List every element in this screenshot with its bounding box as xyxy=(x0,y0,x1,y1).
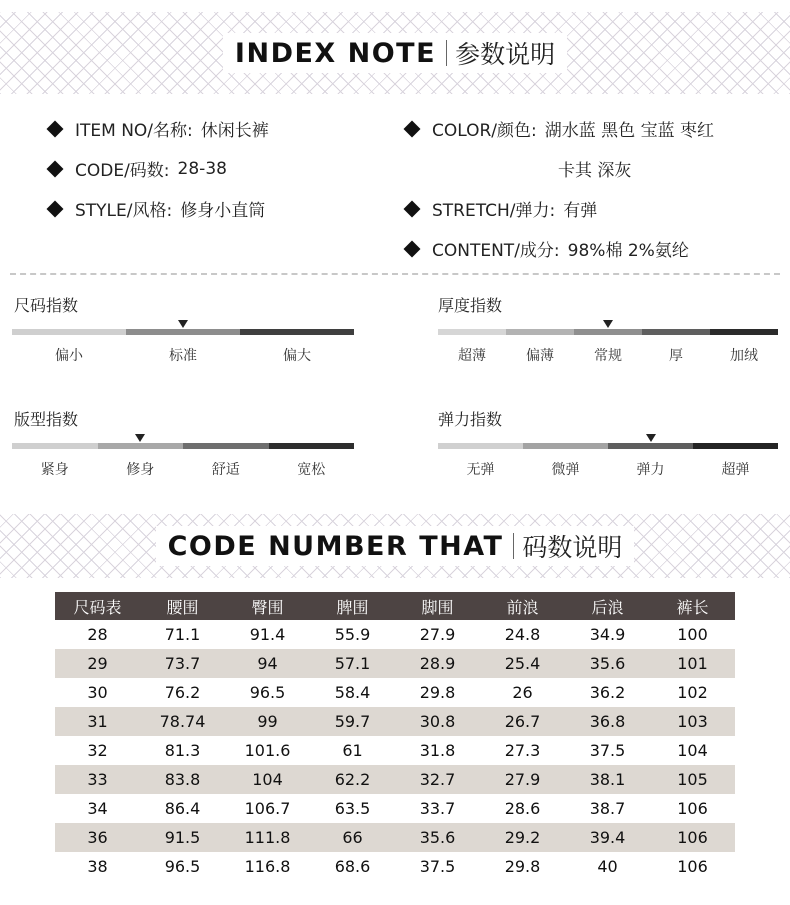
column-header: 尺码表 xyxy=(55,592,140,620)
table-cell: 71.1 xyxy=(164,625,201,644)
table-cell: 99 xyxy=(225,707,310,736)
table-cell: 37.5 xyxy=(589,741,626,760)
table-cell: 81.3 xyxy=(164,741,201,760)
table-cell: 62.2 xyxy=(310,765,395,794)
dashed-divider xyxy=(10,273,780,275)
index-bar-segment xyxy=(183,443,269,449)
index-label: 超弹 xyxy=(721,462,750,478)
table-cell: 73.7 xyxy=(140,649,225,678)
info-color-continued: 卡其 深灰 xyxy=(558,161,632,181)
table-row xyxy=(55,765,735,794)
table-cell: 103 xyxy=(650,707,735,736)
title-divider xyxy=(446,40,447,66)
table-cell: 78.74 xyxy=(140,707,225,736)
index-bar-segment xyxy=(240,329,354,335)
table-cell: 30.8 xyxy=(395,707,480,736)
table-cell: 28 xyxy=(87,625,108,644)
table-cell: 68.6 xyxy=(334,857,371,876)
table-cell: 66 xyxy=(310,823,395,852)
index-bar-segment xyxy=(693,443,778,449)
info-value: 98%棉 2%氨纶 xyxy=(567,241,689,261)
index-title: 厚度指数 xyxy=(438,296,503,315)
index-label: 厚 xyxy=(669,348,683,364)
index-label: 弹力 xyxy=(636,462,665,478)
table-cell: 105 xyxy=(650,765,735,794)
table-cell: 33.7 xyxy=(419,799,456,818)
table-row xyxy=(55,707,735,736)
info-item-style xyxy=(46,196,265,221)
index-label: 超薄 xyxy=(458,348,486,364)
table-cell: 94 xyxy=(225,649,310,678)
index-bar xyxy=(438,329,778,335)
index-bar xyxy=(12,443,354,449)
table-cell: 36 xyxy=(55,823,140,852)
table-row xyxy=(55,852,735,881)
diamond-bullet-icon xyxy=(404,200,421,217)
code-number-header xyxy=(0,505,790,587)
table-cell: 96.5 xyxy=(164,857,201,876)
index-bar xyxy=(438,443,778,449)
index-title: 弹力指数 xyxy=(438,410,503,429)
table-cell: 59.7 xyxy=(310,707,395,736)
diamond-bullet-icon xyxy=(47,120,64,137)
index-label: 偏大 xyxy=(283,348,311,364)
info-value: 休闲长裤 xyxy=(200,121,269,141)
index-label: 舒适 xyxy=(211,462,240,478)
table-cell: 58.4 xyxy=(334,683,371,702)
index-bar-segment xyxy=(12,443,98,449)
table-row xyxy=(55,794,735,823)
index-bar-segment xyxy=(642,329,710,335)
table-cell: 32 xyxy=(87,741,108,760)
table-cell: 26 xyxy=(512,683,533,702)
column-header: 臀围 xyxy=(225,592,310,620)
index-note-title-cn: 参数说明 xyxy=(455,40,556,69)
column-header: 脾围 xyxy=(310,592,395,620)
index-marker-icon xyxy=(135,434,145,442)
table-cell: 63.5 xyxy=(334,799,371,818)
index-bar-segment xyxy=(98,443,184,449)
info-item-name xyxy=(46,116,269,141)
diamond-bullet-icon xyxy=(404,240,421,257)
table-row xyxy=(55,678,735,707)
table-cell: 100 xyxy=(677,625,708,644)
index-label: 标准 xyxy=(169,348,197,364)
table-cell: 34.9 xyxy=(589,625,626,644)
diamond-bullet-icon xyxy=(47,200,64,217)
table-cell: 35.6 xyxy=(395,823,480,852)
index-label: 修身 xyxy=(126,462,155,478)
code-number-title-cn: 码数说明 xyxy=(522,533,623,562)
column-header: 脚围 xyxy=(395,592,480,620)
table-cell: 37.5 xyxy=(419,857,456,876)
index-title: 版型指数 xyxy=(14,410,79,429)
index-label: 偏薄 xyxy=(526,348,554,364)
table-cell: 111.8 xyxy=(225,823,310,852)
table-cell: 38.7 xyxy=(589,799,626,818)
code-number-title-en: CODE NUMBER THAT xyxy=(167,530,504,562)
index-bar-segment xyxy=(438,443,523,449)
table-cell: 31 xyxy=(55,707,140,736)
index-bar-segment xyxy=(126,329,240,335)
table-cell: 104 xyxy=(225,765,310,794)
table-cell: 32.7 xyxy=(395,765,480,794)
table-cell: 35.6 xyxy=(565,649,650,678)
info-value: 28-38 xyxy=(177,158,227,179)
table-cell: 76.2 xyxy=(164,683,201,702)
index-label: 偏小 xyxy=(55,348,83,364)
index-bar-segment xyxy=(12,329,126,335)
table-row xyxy=(55,620,735,649)
info-value: 修身小直筒 xyxy=(180,201,266,221)
table-cell: 83.8 xyxy=(140,765,225,794)
info-item-stretch xyxy=(403,196,597,221)
table-cell: 106 xyxy=(677,857,708,876)
index-note-title-en: INDEX NOTE xyxy=(234,37,437,69)
table-cell: 27.3 xyxy=(504,741,541,760)
info-label: COLOR/颜色: xyxy=(432,121,537,141)
table-cell: 101.6 xyxy=(244,741,291,760)
table-cell: 25.4 xyxy=(480,649,565,678)
table-cell: 36.8 xyxy=(565,707,650,736)
table-cell: 101 xyxy=(650,649,735,678)
size-chart-table xyxy=(55,592,735,881)
info-value: 有弹 xyxy=(563,201,598,221)
table-cell: 24.8 xyxy=(504,625,541,644)
index-bar-segment xyxy=(269,443,355,449)
table-cell: 29.8 xyxy=(419,683,456,702)
table-cell: 36.2 xyxy=(589,683,626,702)
table-cell: 26.7 xyxy=(480,707,565,736)
info-label: CODE/码数: xyxy=(75,161,170,181)
column-header: 后浪 xyxy=(565,592,650,620)
table-cell: 91.5 xyxy=(140,823,225,852)
table-cell: 104 xyxy=(677,741,708,760)
index-label: 无弹 xyxy=(466,462,495,478)
column-header: 裤长 xyxy=(650,592,735,620)
table-row xyxy=(55,823,735,852)
info-item-code xyxy=(46,156,227,181)
table-cell: 106 xyxy=(677,799,708,818)
info-value: 湖水蓝 黑色 宝蓝 枣红 xyxy=(544,121,714,141)
table-cell: 28.9 xyxy=(395,649,480,678)
table-cell: 86.4 xyxy=(164,799,201,818)
table-cell: 61 xyxy=(342,741,363,760)
table-cell: 57.1 xyxy=(310,649,395,678)
info-item-content xyxy=(403,236,689,261)
table-row xyxy=(55,736,735,765)
index-label: 宽松 xyxy=(297,462,326,478)
table-cell: 91.4 xyxy=(249,625,286,644)
index-marker-icon xyxy=(646,434,656,442)
table-cell: 29 xyxy=(55,649,140,678)
table-cell: 27.9 xyxy=(419,625,456,644)
index-label: 加绒 xyxy=(730,348,758,364)
table-cell: 116.8 xyxy=(244,857,291,876)
table-cell: 31.8 xyxy=(419,741,456,760)
index-label: 紧身 xyxy=(40,462,69,478)
table-cell: 102 xyxy=(677,683,708,702)
table-row xyxy=(55,649,735,678)
info-item-color xyxy=(403,116,714,141)
table-cell: 96.5 xyxy=(249,683,286,702)
diamond-bullet-icon xyxy=(404,120,421,137)
index-bar xyxy=(12,329,354,335)
index-bar-segment xyxy=(523,443,608,449)
table-cell: 38.1 xyxy=(565,765,650,794)
column-header: 前浪 xyxy=(480,592,565,620)
table-cell: 39.4 xyxy=(565,823,650,852)
index-label: 微弹 xyxy=(551,462,580,478)
table-cell: 29.8 xyxy=(504,857,541,876)
index-title: 尺码指数 xyxy=(14,296,79,315)
index-bar-segment xyxy=(608,443,693,449)
table-cell: 106.7 xyxy=(244,799,291,818)
table-cell: 38 xyxy=(87,857,108,876)
info-label: STYLE/风格: xyxy=(75,201,173,221)
index-label: 常规 xyxy=(594,348,622,364)
index-marker-icon xyxy=(178,320,188,328)
table-cell: 34 xyxy=(87,799,108,818)
table-cell: 106 xyxy=(650,823,735,852)
table-cell: 40 xyxy=(597,857,618,876)
info-label: ITEM NO/名称: xyxy=(75,121,193,141)
table-cell: 30 xyxy=(87,683,108,702)
diamond-bullet-icon xyxy=(47,160,64,177)
title-divider xyxy=(513,533,514,559)
table-header-row xyxy=(55,592,735,620)
info-label: STRETCH/弹力: xyxy=(432,201,556,221)
column-header: 腰围 xyxy=(140,592,225,620)
info-label: CONTENT/成分: xyxy=(432,241,560,261)
table-cell: 55.9 xyxy=(334,625,371,644)
table-cell: 27.9 xyxy=(480,765,565,794)
table-cell: 28.6 xyxy=(504,799,541,818)
index-bar-segment xyxy=(710,329,778,335)
index-marker-icon xyxy=(603,320,613,328)
index-note-header xyxy=(0,12,790,94)
table-cell: 29.2 xyxy=(480,823,565,852)
table-cell: 33 xyxy=(55,765,140,794)
index-bar-segment xyxy=(438,329,506,335)
index-bar-segment xyxy=(574,329,642,335)
index-bar-segment xyxy=(506,329,574,335)
